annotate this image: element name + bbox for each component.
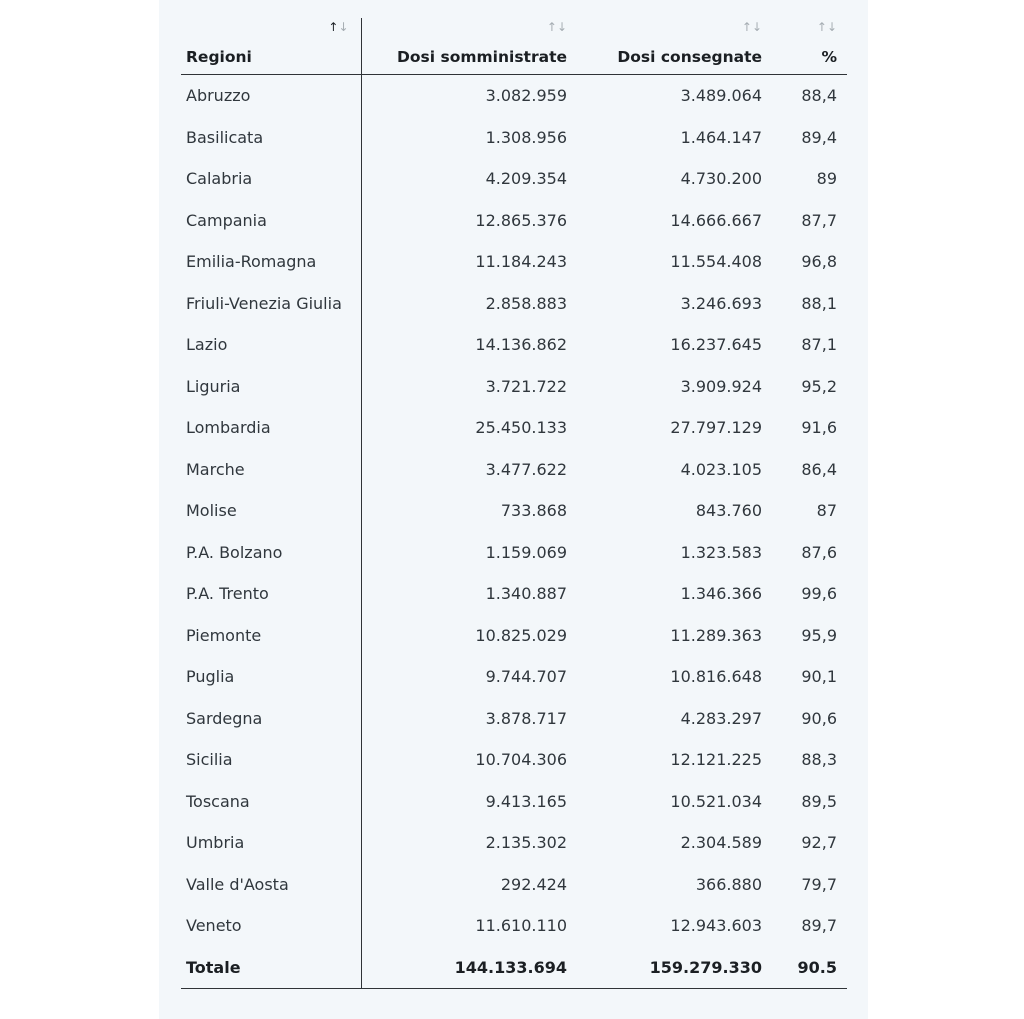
table-row <box>181 532 847 574</box>
table-row <box>181 739 847 781</box>
table-body <box>181 75 847 947</box>
cell-somministrate: 9.744.707 <box>485 667 567 687</box>
cell-percent: 87,7 <box>801 210 837 230</box>
cell-regione: Valle d'Aosta <box>181 864 361 906</box>
cell-consegnate: 2.304.589 <box>680 833 762 853</box>
cell-somministrate: 4.209.354 <box>485 169 567 189</box>
cell-consegnate: 11.554.408 <box>670 252 762 272</box>
cell-percent: 92,7 <box>801 833 837 853</box>
table-row <box>181 656 847 698</box>
cell-somministrate: 11.184.243 <box>475 252 567 272</box>
table-row <box>181 698 847 740</box>
cell-consegnate: 1.464.147 <box>680 127 762 147</box>
cell-percent: 91,6 <box>801 418 837 438</box>
cell-consegnate: 16.237.645 <box>670 335 762 355</box>
table-row <box>181 200 847 242</box>
cell-consegnate: 12.943.603 <box>670 916 762 936</box>
cell-consegnate: 4.730.200 <box>680 169 762 189</box>
cell-regione: Sardegna <box>181 698 361 740</box>
cell-somministrate: 12.865.376 <box>475 210 567 230</box>
cell-consegnate: 3.489.064 <box>680 86 762 106</box>
cell-percent: 89,4 <box>801 127 837 147</box>
sort-arrows-icon[interactable]: ↑↓ <box>328 20 349 34</box>
column-header-somministrate[interactable] <box>361 18 577 75</box>
cell-somministrate: 292.424 <box>500 874 567 894</box>
cell-consegnate: 1.323.583 <box>680 542 762 562</box>
cell-somministrate: 10.704.306 <box>475 750 567 770</box>
cell-consegnate: 3.909.924 <box>680 376 762 396</box>
cell-regione: Calabria <box>181 158 361 200</box>
cell-regione: Friuli-Venezia Giulia <box>181 283 361 325</box>
cell-consegnate: 27.797.129 <box>670 418 762 438</box>
column-header-label: % <box>821 48 837 66</box>
table-total-row <box>181 947 847 989</box>
table-row <box>181 864 847 906</box>
sort-arrows-icon[interactable]: ↑↓ <box>546 20 567 34</box>
cell-regione: Umbria <box>181 822 361 864</box>
column-header-percent[interactable] <box>772 18 847 75</box>
cell-consegnate: 1.346.366 <box>680 584 762 604</box>
cell-percent: 95,9 <box>801 625 837 645</box>
cell-somministrate: 1.308.956 <box>485 127 567 147</box>
cell-regione: Marche <box>181 449 361 491</box>
cell-regione: Campania <box>181 200 361 242</box>
cell-percent: 79,7 <box>801 874 837 894</box>
cell-consegnate: 4.283.297 <box>680 708 762 728</box>
table-row <box>181 905 847 947</box>
cell-regione: Puglia <box>181 656 361 698</box>
table-row <box>181 490 847 532</box>
cell-regione: Toscana <box>181 781 361 823</box>
table-row <box>181 283 847 325</box>
cell-somministrate: 3.082.959 <box>485 86 567 106</box>
cell-somministrate: 2.135.302 <box>485 833 567 853</box>
cell-somministrate: 10.825.029 <box>475 625 567 645</box>
table-row <box>181 781 847 823</box>
cell-percent: 89,5 <box>801 791 837 811</box>
cell-percent: 88,4 <box>801 86 837 106</box>
column-header-label: Dosi somministrate <box>397 48 567 66</box>
column-header-consegnate[interactable] <box>577 18 772 75</box>
table-panel <box>159 0 868 1019</box>
cell-regione: Lombardia <box>181 407 361 449</box>
cell-somministrate: 2.858.883 <box>485 293 567 313</box>
cell-regione: Molise <box>181 490 361 532</box>
cell-regione: Sicilia <box>181 739 361 781</box>
cell-percent: 88,3 <box>801 750 837 770</box>
total-percent: 90.5 <box>772 947 847 989</box>
table-row <box>181 158 847 200</box>
cell-percent: 87,6 <box>801 542 837 562</box>
cell-percent: 89,7 <box>801 916 837 936</box>
column-header-label: Dosi consegnate <box>617 48 762 66</box>
table-row <box>181 324 847 366</box>
cell-somministrate: 3.477.622 <box>485 459 567 479</box>
total-label: Totale <box>181 947 361 989</box>
column-header-label: Regioni <box>186 48 252 66</box>
total-somministrate: 144.133.694 <box>361 947 577 989</box>
cell-consegnate: 10.521.034 <box>670 791 762 811</box>
table-row <box>181 241 847 283</box>
cell-percent: 87,1 <box>801 335 837 355</box>
cell-percent: 95,2 <box>801 376 837 396</box>
cell-consegnate: 14.666.667 <box>670 210 762 230</box>
cell-consegnate: 12.121.225 <box>670 750 762 770</box>
table-header-row <box>181 18 847 75</box>
sort-arrows-icon[interactable]: ↑↓ <box>816 20 837 34</box>
cell-consegnate: 4.023.105 <box>680 459 762 479</box>
cell-regione: Piemonte <box>181 615 361 657</box>
table-row <box>181 449 847 491</box>
cell-percent: 86,4 <box>801 459 837 479</box>
table-row <box>181 615 847 657</box>
cell-somministrate: 14.136.862 <box>475 335 567 355</box>
cell-percent: 87 <box>816 501 837 521</box>
table-row <box>181 822 847 864</box>
cell-consegnate: 11.289.363 <box>670 625 762 645</box>
cell-somministrate: 1.159.069 <box>485 542 567 562</box>
cell-somministrate: 733.868 <box>500 501 567 521</box>
cell-consegnate: 10.816.648 <box>670 667 762 687</box>
table-row <box>181 366 847 408</box>
cell-somministrate: 25.450.133 <box>475 418 567 438</box>
cell-somministrate: 1.340.887 <box>485 584 567 604</box>
cell-regione: Basilicata <box>181 117 361 159</box>
cell-regione: Abruzzo <box>181 75 361 117</box>
cell-percent: 99,6 <box>801 584 837 604</box>
cell-regione: Lazio <box>181 324 361 366</box>
sort-arrows-icon[interactable]: ↑↓ <box>741 20 762 34</box>
total-consegnate: 159.279.330 <box>577 947 772 989</box>
vaccine-doses-table <box>181 18 847 989</box>
cell-regione: Liguria <box>181 366 361 408</box>
cell-regione: Emilia-Romagna <box>181 241 361 283</box>
cell-percent: 89 <box>816 169 837 189</box>
cell-percent: 90,6 <box>801 708 837 728</box>
cell-somministrate: 3.721.722 <box>485 376 567 396</box>
cell-consegnate: 3.246.693 <box>680 293 762 313</box>
cell-consegnate: 366.880 <box>695 874 762 894</box>
cell-somministrate: 3.878.717 <box>485 708 567 728</box>
cell-somministrate: 11.610.110 <box>475 916 567 936</box>
cell-somministrate: 9.413.165 <box>485 791 567 811</box>
table-row <box>181 573 847 615</box>
table-row <box>181 75 847 117</box>
column-header-regioni[interactable] <box>181 18 361 75</box>
cell-percent: 90,1 <box>801 667 837 687</box>
cell-consegnate: 843.760 <box>695 501 762 521</box>
table-row <box>181 407 847 449</box>
cell-regione: Veneto <box>181 905 361 947</box>
cell-percent: 96,8 <box>801 252 837 272</box>
cell-regione: P.A. Trento <box>181 573 361 615</box>
cell-percent: 88,1 <box>801 293 837 313</box>
table-row <box>181 117 847 159</box>
cell-regione: P.A. Bolzano <box>181 532 361 574</box>
